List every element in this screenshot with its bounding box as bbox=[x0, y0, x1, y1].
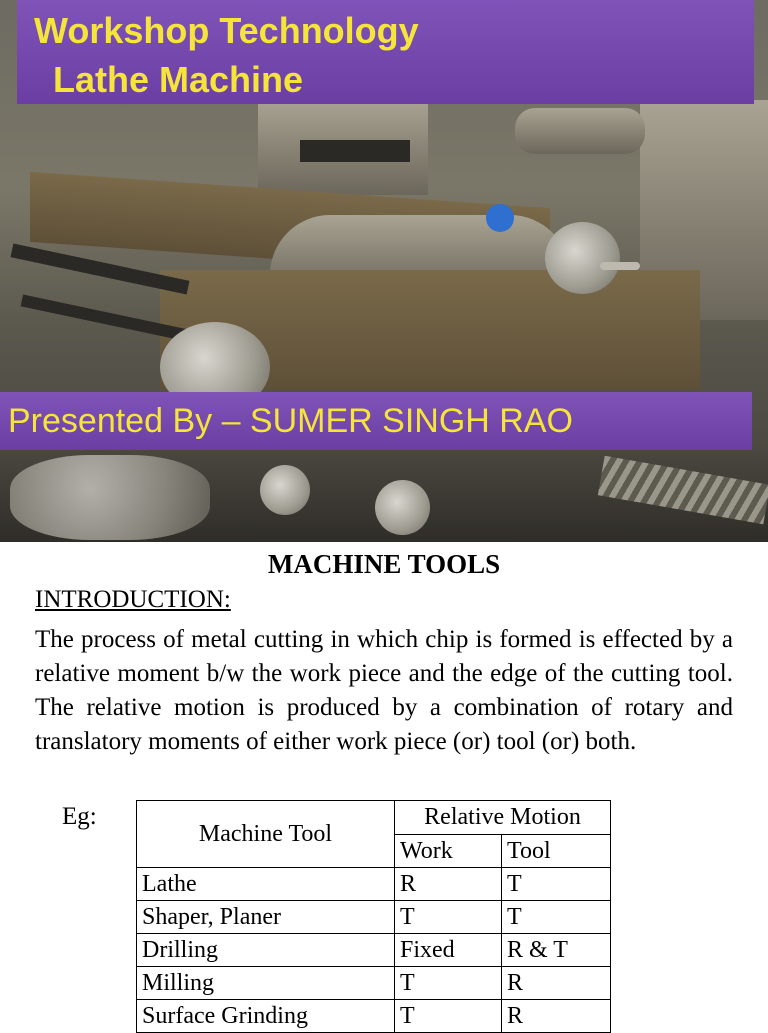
table-row bbox=[137, 868, 611, 901]
cell-tool: R & T bbox=[502, 934, 611, 967]
cell-work: T bbox=[395, 1000, 502, 1033]
cell-tool: T bbox=[502, 868, 611, 901]
blue-marker bbox=[486, 204, 514, 232]
header-relative-motion: Relative Motion bbox=[395, 801, 611, 835]
table-row bbox=[137, 967, 611, 1000]
title-line-1: Workshop Technology bbox=[34, 10, 419, 51]
intro-paragraph: The process of metal cutting in which chip is formed is effected by a relative moment b/w the work piece and the edge of the cutting tool. The relative motion is produced by a combination of rotary and translatory moments of either work piece (or) tool (or) both. bbox=[35, 626, 733, 755]
header-tool: Tool bbox=[502, 834, 611, 868]
apron-knob-2 bbox=[375, 480, 430, 535]
table-row bbox=[137, 901, 611, 934]
cell-machine: Surface Grinding bbox=[137, 1000, 395, 1033]
cell-tool: R bbox=[502, 967, 611, 1000]
apron-knob bbox=[260, 465, 310, 515]
cell-machine: Milling bbox=[137, 967, 395, 1000]
cell-tool: T bbox=[502, 901, 611, 934]
title-line-2: Lathe Machine bbox=[53, 59, 304, 100]
header-work: Work bbox=[395, 834, 502, 868]
section-title: INTRODUCTION: bbox=[35, 586, 231, 613]
table-row bbox=[137, 1000, 611, 1033]
tool-post-slot bbox=[300, 140, 410, 162]
spindle bbox=[515, 108, 645, 154]
cross-feed-dial bbox=[545, 222, 620, 294]
cell-work: T bbox=[395, 967, 502, 1000]
machine-tools-table bbox=[136, 800, 611, 1033]
cell-machine: Drilling bbox=[137, 934, 395, 967]
presenter-name: Presented By – SUMER SINGH RAO bbox=[8, 402, 573, 440]
cell-machine: Shaper, Planer bbox=[137, 901, 395, 934]
cell-machine: Lathe bbox=[137, 868, 395, 901]
cell-work: T bbox=[395, 901, 502, 934]
table-row bbox=[137, 934, 611, 967]
presenter-banner bbox=[0, 392, 752, 450]
metal-chips bbox=[10, 455, 210, 540]
table-header-row bbox=[137, 801, 611, 835]
eg-label: Eg: bbox=[62, 803, 97, 830]
dial-handle bbox=[600, 262, 640, 270]
cell-work: R bbox=[395, 868, 502, 901]
cell-tool: R bbox=[502, 1000, 611, 1033]
header-machine-tool: Machine Tool bbox=[137, 801, 395, 868]
title-banner bbox=[17, 0, 754, 104]
cell-work: Fixed bbox=[395, 934, 502, 967]
doc-heading: MACHINE TOOLS bbox=[267, 549, 501, 579]
